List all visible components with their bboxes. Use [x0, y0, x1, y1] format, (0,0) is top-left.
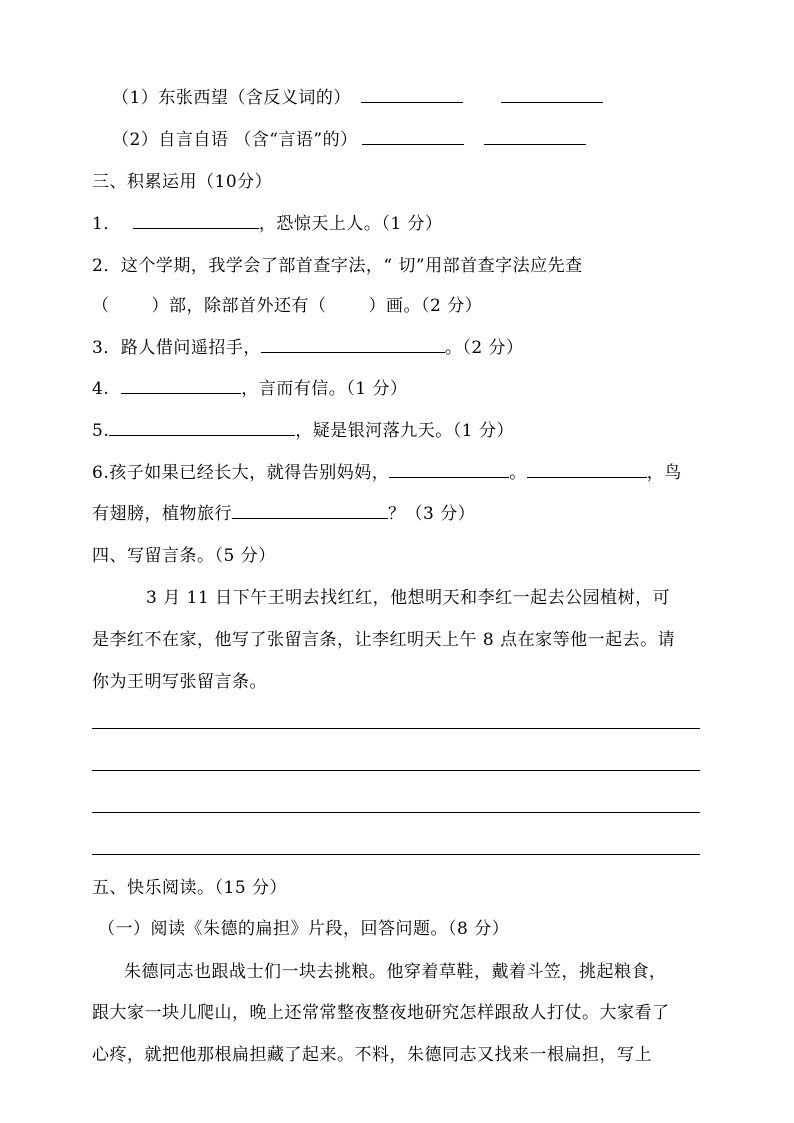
q6-line-a: [92, 461, 704, 485]
q6-line-b: [92, 502, 704, 526]
section-5-heading: 五、快乐阅读。（15 分）: [92, 878, 288, 898]
q1-text: ，恐惊天上人。（1 分）: [258, 214, 443, 234]
section-3-heading: 三、积累运用（10分）: [92, 172, 273, 192]
answer-blank[interactable]: [389, 461, 509, 478]
q2-line-b: [92, 294, 704, 318]
answer-blank[interactable]: [133, 212, 259, 229]
answer-blank[interactable]: [121, 377, 241, 394]
answer-blank[interactable]: [527, 461, 647, 478]
writing-line[interactable]: [92, 728, 700, 729]
q1-line: [92, 212, 704, 236]
section-4-heading: 四、写留言条。（5 分）: [92, 546, 276, 566]
reading-passage-line: 跟大家一块儿爬山，晚上还常常整夜整夜地研究怎样跟敌人打仗。大家看了: [92, 1003, 670, 1023]
q6-text: ，鸟: [646, 463, 682, 483]
q4-line: [92, 377, 704, 401]
q-yanyu-text: （2）自言自语 （含“言语”的）: [112, 130, 358, 150]
prompt-paragraph-line: 是李红不在家，他写了张留言条，让李红明天上午 8 点在家等他一起去。请: [92, 630, 676, 650]
answer-blank[interactable]: [484, 128, 586, 145]
q2-text: ）部，除部首外还有（: [151, 296, 327, 316]
q3-text: 3．路人借问遥招手，: [92, 338, 261, 358]
q1-number: 1．: [92, 214, 121, 234]
q3-text: 。（2 分）: [444, 338, 524, 358]
prompt-paragraph-line: 你为王明写张留言条。: [92, 672, 267, 692]
q-antonym-line: [112, 86, 704, 110]
q3-line: [92, 336, 704, 360]
q-yanyu-line: [112, 128, 704, 152]
reading-passage-line: 朱德同志也跟战士们一块去挑粮。他穿着草鞋，戴着斗笠，挑起粮食，: [124, 962, 667, 982]
writing-line[interactable]: [92, 812, 700, 813]
q6-text: 6.孩子如果已经长大，就得告别妈妈，: [92, 463, 390, 483]
answer-blank[interactable]: [362, 128, 464, 145]
answer-blank[interactable]: [232, 502, 388, 519]
q4-text: ，言而有信。（1 分）: [241, 379, 408, 399]
reading-subheading: （一）阅读《朱德的扁担》片段，回答问题。（8 分）: [98, 919, 510, 939]
q2-text: ）画。（2 分）: [368, 296, 483, 316]
q6-text: 有翅膀，植物旅行: [92, 504, 232, 524]
q6-text: ？（3 分）: [388, 504, 476, 524]
q5-number: 5.: [92, 421, 110, 441]
answer-blank[interactable]: [361, 86, 463, 103]
answer-blank[interactable]: [109, 419, 295, 436]
writing-line[interactable]: [92, 854, 700, 855]
answer-blank[interactable]: [501, 86, 603, 103]
answer-blank[interactable]: [261, 336, 445, 353]
q6-text: 。: [509, 463, 527, 483]
q2-text: （: [92, 296, 110, 316]
writing-line[interactable]: [92, 770, 700, 771]
q4-number: 4.: [92, 379, 110, 399]
prompt-paragraph-line: 3 月 11 日下午王明去找红红，他想明天和李红一起去公园植树，可: [146, 588, 671, 608]
q-antonym-text: （1）东张西望（含反义词的）: [112, 88, 351, 108]
reading-passage-line: 心疼，就把他那根扁担藏了起来。不料，朱德同志又找来一根扁担，写上: [92, 1045, 652, 1065]
q5-text: ，疑是银河落九天。（1 分）: [295, 421, 514, 441]
q5-line: [92, 419, 704, 443]
q2-line-a: 2．这个学期，我学会了部首查字法，“ 切”用部首查字法应先查: [92, 256, 583, 276]
